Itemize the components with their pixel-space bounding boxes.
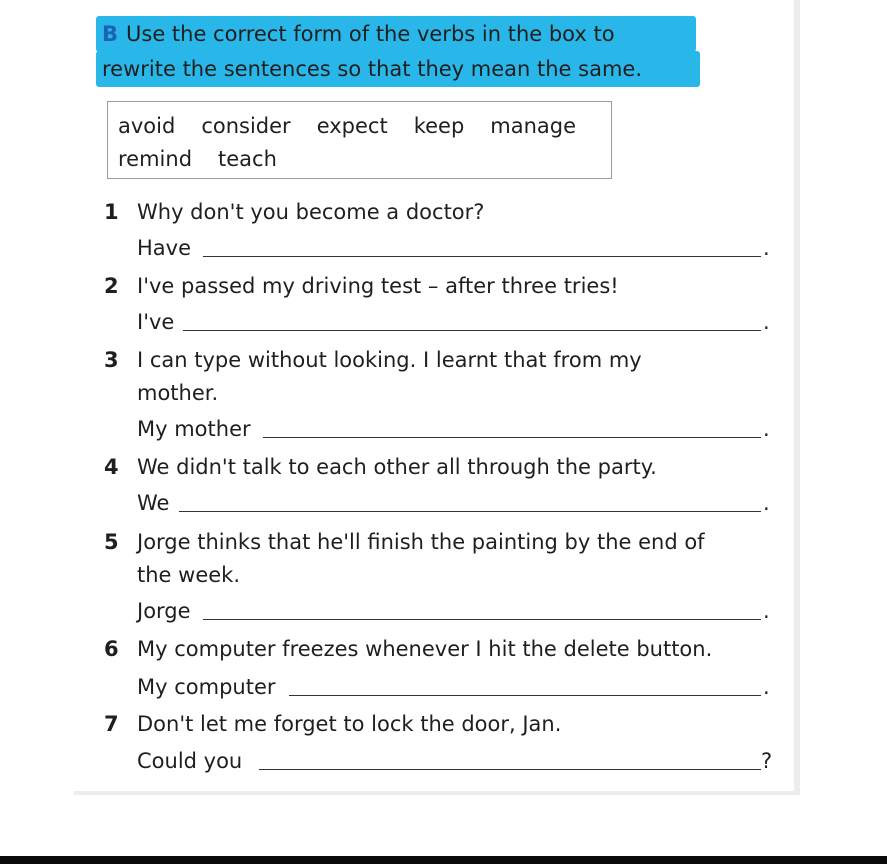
verb-word: teach [218, 147, 277, 171]
question-3-continued: mother. [137, 381, 219, 405]
question-text: Why don't you become a doctor? [137, 200, 485, 224]
answer-blank[interactable] [203, 256, 761, 257]
question-number: 7 [104, 712, 119, 736]
question-number: 6 [104, 637, 119, 661]
question-4 [104, 452, 657, 482]
answer-3 [137, 414, 770, 444]
question-3 [104, 345, 642, 375]
section-letter: B [102, 22, 119, 46]
answer-blank[interactable] [203, 619, 761, 620]
verb-box-row-1 [118, 110, 601, 143]
answer-prompt: Jorge [137, 599, 191, 623]
question-5-continued: the week. [137, 563, 240, 587]
instructions-line-1 [96, 16, 696, 52]
answer-5 [137, 596, 770, 626]
question-5 [104, 527, 705, 557]
answer-end-punctuation: . [763, 675, 770, 699]
answer-blank[interactable] [179, 511, 761, 512]
screen-bottom-bar [0, 856, 887, 864]
answer-4 [137, 488, 770, 518]
question-text: Jorge thinks that he'll finish the painting by the end of [137, 530, 705, 554]
question-number: 5 [104, 530, 119, 554]
verb-word: expect [316, 114, 388, 138]
answer-end-punctuation: . [763, 417, 770, 441]
answer-end-punctuation: ? [761, 749, 773, 773]
answer-end-punctuation: . [763, 491, 770, 515]
question-text: My computer freezes whenever I hit the delete button. [137, 637, 713, 661]
question-number: 3 [104, 348, 119, 372]
answer-6 [137, 672, 770, 702]
question-1 [104, 197, 484, 227]
verb-word: keep [413, 114, 465, 138]
answer-prompt: We [137, 491, 170, 515]
instructions-text-1: Use the correct form of the verbs in the box to [126, 22, 615, 46]
verb-box-row-2 [118, 143, 601, 176]
question-text: Don't let me forget to lock the door, Jan. [137, 712, 562, 736]
question-number: 2 [104, 274, 119, 298]
answer-prompt: My mother [137, 417, 251, 441]
question-text: I can type without looking. I learnt that from my [137, 348, 642, 372]
answer-prompt: I've [137, 310, 175, 334]
answer-blank[interactable] [183, 330, 761, 331]
question-number: 4 [104, 455, 119, 479]
answer-blank[interactable] [263, 437, 761, 438]
instructions-line-2: rewrite the sentences so that they mean the same. [96, 51, 700, 87]
answer-blank[interactable] [289, 695, 761, 696]
answer-prompt: Have [137, 236, 192, 260]
answer-prompt: My computer [137, 675, 276, 699]
verb-word: consider [201, 114, 291, 138]
answer-1 [137, 233, 770, 263]
answer-end-punctuation: . [763, 236, 770, 260]
question-text: We didn't talk to each other all through the party. [137, 455, 657, 479]
question-2 [104, 271, 619, 301]
verb-word: remind [118, 147, 193, 171]
answer-end-punctuation: . [763, 599, 770, 623]
question-text: I've passed my driving test – after three tries! [137, 274, 619, 298]
verb-box [107, 101, 612, 179]
exercise-instructions [96, 16, 706, 87]
page-bottom-edge [74, 791, 798, 795]
question-6 [104, 634, 712, 664]
verb-word: manage [490, 114, 577, 138]
answer-end-punctuation: . [763, 310, 770, 334]
answer-prompt: Could you [137, 749, 243, 773]
question-7 [104, 709, 561, 739]
verb-word: avoid [118, 114, 176, 138]
answer-7 [137, 746, 773, 776]
answer-blank[interactable] [259, 769, 761, 770]
page-edge [794, 0, 800, 795]
answer-2 [137, 307, 770, 337]
question-number: 1 [104, 200, 119, 224]
